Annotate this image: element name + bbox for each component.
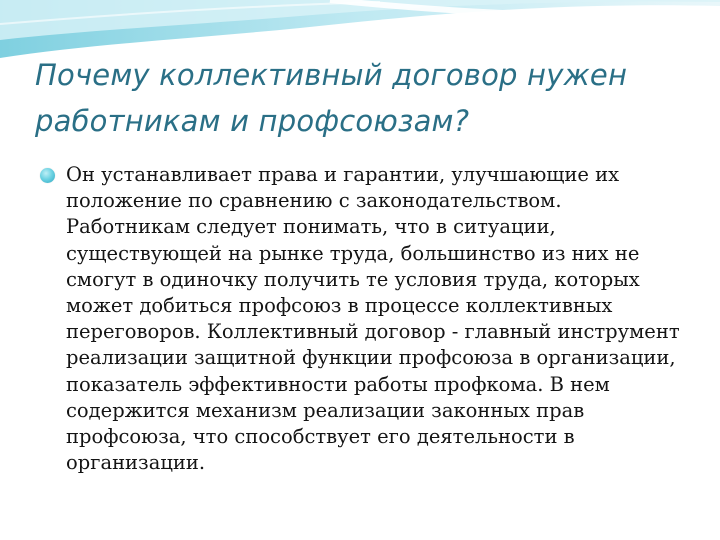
header-wave-decoration [0, 0, 720, 60]
list-item [40, 162, 690, 476]
bullet-text: Он устанавливает права и гарантии, улучшающие их положение по сравнению с законодательством. Работникам следует понимать, что в ситуации, существующей на рынке труда, большинство из них не смогут в одиночку получить те условия труда, которых может добиться профсоюз в процессе коллективных переговоров. Коллективный договор - главный инструмент реализации защитной функции профсоюза в организации, показатель эффективности работы профкома. В нем содержится механизм реализации законных прав профсоюза, что способствует его деятельности в организации. [66, 163, 680, 475]
circle-bullet-icon [40, 168, 55, 183]
slide-title: Почему коллективный договор нужен работникам и профсоюзам? [35, 58, 628, 138]
bullet-list [40, 162, 690, 476]
